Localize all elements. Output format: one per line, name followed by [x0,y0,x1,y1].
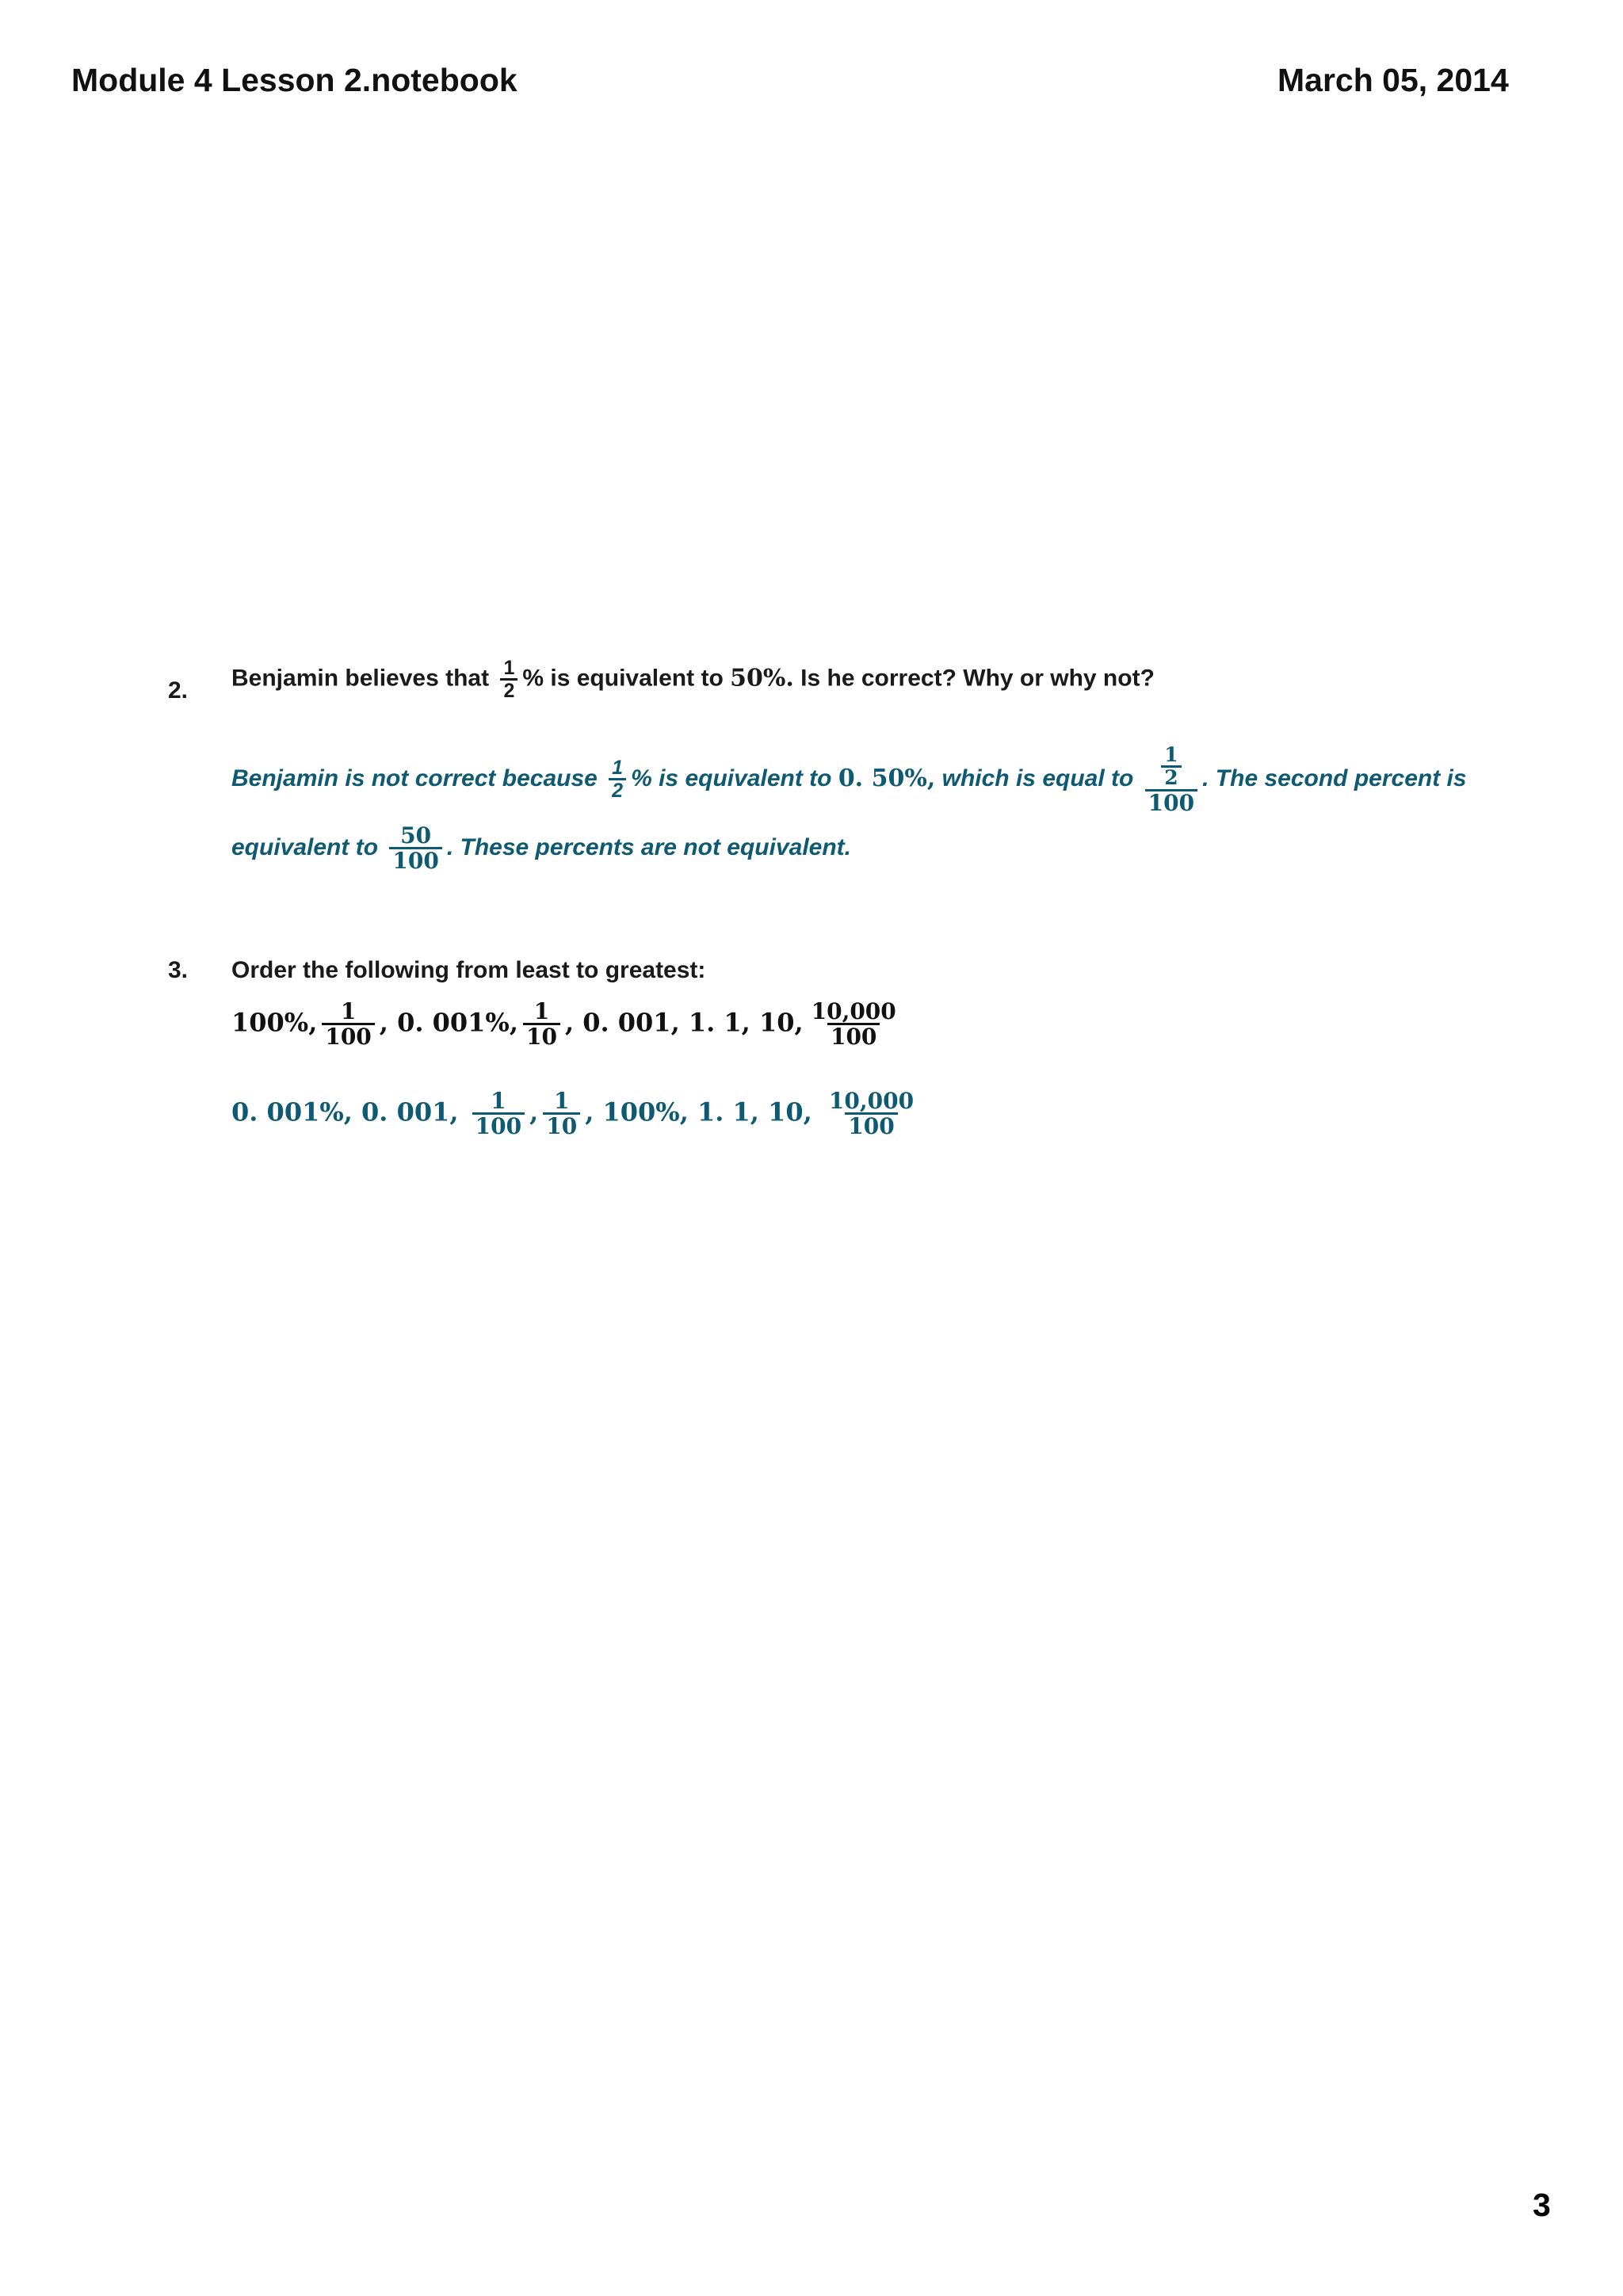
notebook-date: March 05, 2014 [1277,62,1509,98]
fraction-1-over-10: $\frac{1}{10}$ [543,1089,580,1138]
page-number: 3 [1533,2187,1551,2223]
fraction-1-over-100: $\frac{1}{100}$ [322,1000,374,1049]
question-3-prompt: Order the following from least to greatest: [231,957,706,983]
fraction-1-over-10: $\frac{1}{10}$ [523,1000,560,1049]
question-2-answer-line-1: Benjamin is not correct because $\frac{1}{2}$ % is equivalent to 0. 50%, which is equal to $\frac{\frac{1}{2}}{100}$ . The second percent is [231,743,1467,816]
question-3-answer: 0. 001%, 0. 001, $\frac{1}{100}$ , $\frac{1}{10}$ , 100%, 1. 1, 10, $\frac{10,000}{100}$ [231,1089,922,1138]
notebook-title: Module 4 Lesson 2.notebook [71,62,517,98]
fraction-one-half: $\frac{1}{2}$ [500,658,517,702]
complex-fraction-half-over-hundred: $\frac{\frac{1}{2}}{100}$ [1145,745,1197,814]
question-3-list: 100%, $\frac{1}{100}$ , 0. 001%, $\frac{1}{10}$ , 0. 001, 1. 1, 10, $\frac{10,000}{100}$ [231,1000,904,1049]
fraction-10000-over-100: $\frac{10,000}{100}$ [828,1088,915,1140]
fraction-one-half: $\frac{1}{2}$ [609,757,626,802]
question-2-answer-line-2: equivalent to $\frac{50}{100}$ . These percents are not equivalent. [231,822,851,875]
fraction-1-over-100: $\frac{1}{100}$ [472,1089,525,1138]
fraction-10000-over-100: $\frac{10,000}{100}$ [811,998,896,1051]
question-3-number: 3. [168,957,189,983]
question-2-text: Benjamin believes that $\frac{1}{2}$ % is equivalent to 50%. Is he correct? Why or why not? [231,657,1155,703]
fraction-fifty-over-hundred: $\frac{50}{100}$ [389,824,441,873]
question-2-number: 2. [168,677,189,704]
